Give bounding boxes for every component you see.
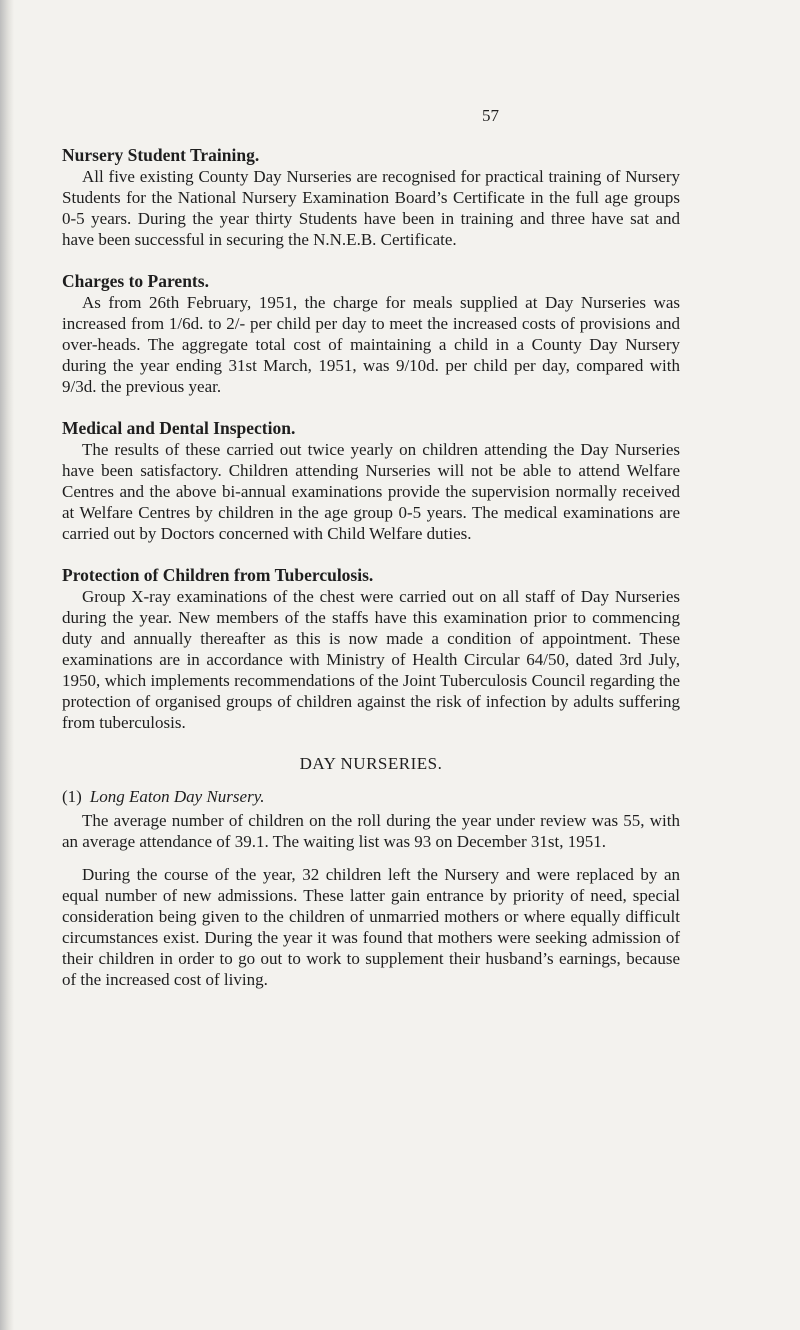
page-number: 57: [482, 106, 499, 125]
section-protection-from-tuberculosis: [62, 565, 680, 733]
section-heading: Medical and Dental Inspection.: [62, 418, 296, 438]
section-medical-dental-inspection: [62, 418, 680, 544]
section-heading: Protection of Children from Tuberculosis.: [62, 565, 374, 585]
subsection-heading: [62, 786, 680, 807]
section-paragraph: Group X-ray examinations of the chest were carried out on all staff of Day Nurseries during the year. New members of the staffs have this examination prior to commencing duty and annually thereafter as this is now made a condition of appointment. These examinations are in accordance with Ministry of Health Circular 64/50, dated 3rd July, 1950, which implements recommendations of the Joint Tuberculosis Council regarding the protection of organised groups of children against the risk of infection by adults suffering from tuberculosis.: [62, 587, 680, 732]
subsection-title: Long Eaton Day Nursery.: [89, 787, 265, 806]
section-paragraph: All five existing County Day Nurseries are recognised for practical training of Nursery Students for the National Nursery Examination Board’s Certificate in the full age groups 0-5 years. During the year thirty Students have been in training and three have sat and have been successful in securing the N.N.E.B. Certificate.: [62, 167, 680, 249]
subsection-paragraph: During the course of the year, 32 children left the Nursery and were replaced by an equal number of new admissions. These latter gain entrance by priority of need, special consideration being given to the children of unmarried mothers or where equally difficult circumstances exist. During the year it was found that mothers were seeking admission of their children in order to go out to work to supplement their husband’s earnings, because of the increased cost of living.: [62, 865, 680, 989]
section-nursery-student-training: [62, 145, 680, 250]
section-heading: Nursery Student Training.: [62, 145, 260, 165]
day-nurseries-heading: DAY NURSERIES.: [299, 754, 443, 773]
section-paragraph: As from 26th February, 1951, the charge for meals supplied at Day Nurseries was increased from 1/6d. to 2/- per child per day to meet the increased costs of provisions and over-heads. The aggregate total cost of maintaining a child in a County Day Nursery during the year ending 31st March, 1951, was 9/10d. per child per day, compared with 9/3d. the previous year.: [62, 293, 680, 396]
section-heading: Charges to Parents.: [62, 271, 209, 291]
subsection-paragraph: The average number of children on the roll during the year under review was 55, with an average attendance of 39.1. The waiting list was 93 on December 31st, 1951.: [62, 811, 680, 851]
subsection-number: (1): [62, 787, 82, 806]
scan-edge-shadow: [0, 0, 14, 1330]
section-paragraph: The results of these carried out twice yearly on children attending the Day Nurseries have been satisfactory. Children attending Nurseries will not be able to attend Welfare Centres and the above bi-annual examinations provide the supervision normally received at Welfare Centres by children in the age group 0-5 years. The medical examinations are carried out by Doctors concerned with Child Welfare duties.: [62, 440, 680, 543]
document-body: [62, 145, 680, 990]
section-charges-to-parents: [62, 271, 680, 397]
